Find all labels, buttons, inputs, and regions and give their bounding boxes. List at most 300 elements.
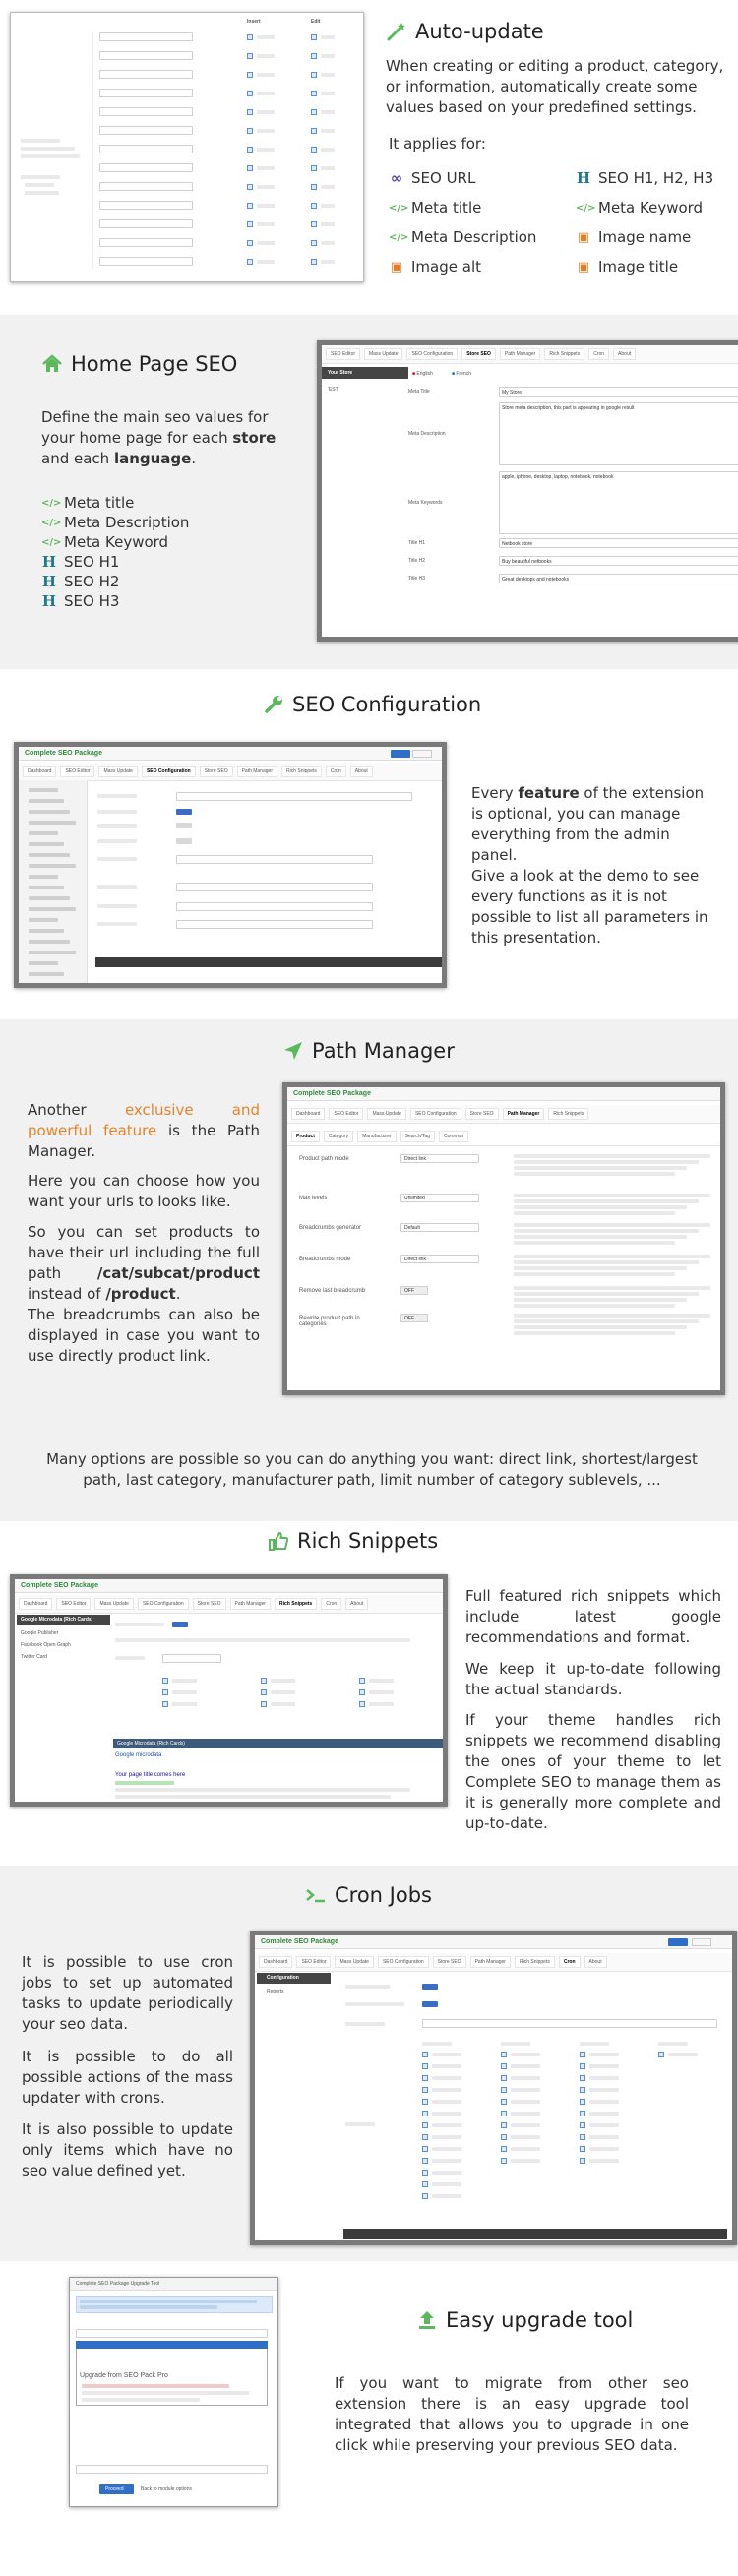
feature-item (576, 163, 713, 193)
cronjobs-title (305, 1883, 432, 1907)
placeholder-line (514, 1229, 699, 1233)
placeholder-line[interactable] (29, 853, 70, 857)
tab: Path Manager (503, 1108, 545, 1120)
option-value: Unlimited (404, 1196, 425, 1201)
checkbox[interactable] (580, 2158, 585, 2164)
tab: SEO Editor (326, 348, 360, 360)
tab: SEO Editor (296, 1956, 331, 1968)
feature-label: SEO H2 (64, 573, 120, 590)
placeholder-line (514, 1255, 710, 1258)
checkbox[interactable] (311, 128, 317, 134)
code-icon: </> (41, 517, 62, 528)
checkbox[interactable] (580, 2146, 585, 2152)
checkbox[interactable] (247, 203, 253, 209)
feature-label: Meta Keyword (598, 199, 704, 216)
placeholder-line (257, 92, 275, 95)
code-icon: </> (389, 202, 409, 214)
placeholder-line (658, 2042, 688, 2046)
richsnippets-title (268, 1529, 438, 1553)
placeholder-line (271, 1690, 295, 1694)
feature-item (389, 163, 536, 193)
upgrade-dialog-title: Complete SEO Package Upgrade Tool (76, 2281, 160, 2287)
input-field[interactable] (99, 182, 193, 191)
tab: Rich Snippets (281, 766, 322, 777)
placeholder-line (514, 1154, 710, 1158)
tab: Store SEO (433, 1956, 466, 1968)
checkbox[interactable] (422, 2146, 428, 2152)
checkbox[interactable] (422, 2052, 428, 2057)
lang-tab-english: ■ English (412, 371, 433, 377)
placeholder-line (321, 166, 335, 170)
placeholder-line (511, 2076, 540, 2080)
placeholder-line (432, 2182, 461, 2186)
terminal-icon (305, 1884, 327, 1906)
feature-item (41, 513, 189, 532)
cronjobs-p1: It is possible to use cron jobs to set up automated tasks to update periodically your seo data. (22, 1953, 233, 2033)
checkbox[interactable] (501, 2111, 507, 2116)
placeholder-line (514, 1298, 687, 1302)
tab: Store SEO (200, 766, 233, 777)
placeholder-line (369, 1679, 394, 1683)
input-field[interactable] (400, 1255, 479, 1263)
placeholder-line (422, 2042, 452, 2046)
text: Every (471, 784, 519, 802)
checkbox[interactable] (422, 2122, 428, 2128)
checkbox[interactable] (247, 184, 253, 190)
placeholder-line (432, 2100, 461, 2104)
tab: About (584, 1956, 607, 1968)
placeholder-line[interactable] (29, 810, 70, 814)
input-field[interactable] (99, 163, 193, 172)
pathmanager-section (0, 1019, 738, 1521)
placeholder-line (97, 857, 137, 861)
pathmanager-footer: Many options are possible so you can do anything you want: direct link, shortest/largest path, last category, manufacturer path, limit number of category sublevels, ... (46, 1450, 698, 1489)
checkbox[interactable] (501, 2158, 507, 2164)
placeholder-line (432, 2171, 461, 2175)
checkbox[interactable] (247, 91, 253, 96)
path-manager-screenshot (282, 1082, 725, 1395)
preview-title: Google microdata (115, 1752, 162, 1758)
placeholder-line (97, 885, 137, 889)
feature-label: Meta title (411, 199, 482, 216)
input-field[interactable] (99, 126, 193, 135)
checkbox[interactable] (247, 259, 253, 265)
placeholder-line[interactable] (29, 864, 76, 868)
placeholder-line (115, 1623, 164, 1626)
checkbox[interactable] (247, 240, 253, 246)
screen-tabs (19, 763, 442, 781)
placeholder-line (514, 1160, 699, 1164)
placeholder-line (321, 260, 335, 264)
placeholder-line (514, 1260, 699, 1264)
pathmanager-p2: Here you can choose how you want your urls to looks like. (28, 1172, 260, 1210)
autoupdate-title (386, 20, 544, 43)
input-field[interactable] (99, 51, 193, 60)
feature-item (41, 552, 189, 572)
placeholder-line (514, 1286, 710, 1290)
tab: Common (439, 1131, 468, 1142)
pathmanager-p4: The breadcrumbs can also be displayed in case you want to use directly product link. (28, 1306, 260, 1365)
autoupdate-list-right (576, 163, 713, 281)
tab: About (613, 348, 636, 360)
checkbox[interactable] (580, 2111, 585, 2116)
tab: SEO Configuration (138, 1598, 189, 1610)
field-label: Meta Title (408, 389, 430, 395)
location-arrow-icon (282, 1040, 304, 1062)
tab: Cron (559, 1956, 581, 1968)
input-field[interactable] (422, 2019, 717, 2028)
placeholder-line (511, 2100, 540, 2104)
checkbox[interactable] (247, 221, 253, 227)
option-value: Default (404, 1225, 420, 1231)
placeholder-line (321, 54, 335, 58)
tab: Mass Update (335, 1956, 373, 1968)
input-field[interactable] (499, 556, 738, 566)
package-logo: Complete SEO Package (25, 750, 102, 757)
tab: SEO Configuration (410, 1108, 461, 1120)
input-field[interactable] (99, 201, 193, 210)
text: is the Path Manager. (28, 1122, 260, 1160)
checkbox[interactable] (311, 240, 317, 246)
input-field[interactable] (400, 1154, 479, 1163)
desc-text: . (191, 450, 197, 467)
placeholder-line (432, 2147, 461, 2151)
tab: About (345, 1598, 368, 1610)
checkbox[interactable] (422, 2087, 428, 2093)
checkbox[interactable] (261, 1701, 267, 1707)
checkbox[interactable] (261, 1689, 267, 1695)
seoconfig-p1 (471, 783, 719, 866)
placeholder-line (97, 810, 137, 814)
field-value: Buy beautiful netbooks (502, 559, 552, 565)
placeholder-line (321, 204, 335, 208)
placeholder-line[interactable] (29, 821, 76, 825)
option-value: OFF (404, 1316, 414, 1321)
input-field[interactable] (99, 257, 193, 266)
tab: Category (324, 1131, 353, 1142)
placeholder-line (97, 922, 137, 926)
placeholder-line (511, 2159, 540, 2163)
toggle-switch[interactable] (172, 1622, 188, 1627)
lang-label: English (416, 371, 433, 377)
checkbox[interactable] (247, 128, 253, 134)
checkbox[interactable] (247, 34, 253, 40)
checkbox[interactable] (311, 53, 317, 59)
input-field[interactable] (99, 89, 193, 97)
checkbox[interactable] (658, 2052, 664, 2057)
feature-label: Image name (598, 228, 692, 246)
placeholder-line (514, 1235, 687, 1239)
placeholder-line[interactable] (29, 842, 64, 846)
placeholder-line (257, 166, 275, 170)
placeholder-line (321, 185, 335, 189)
placeholder-line[interactable] (29, 929, 64, 933)
checkbox[interactable] (261, 1678, 267, 1684)
tab: Search/Tag (400, 1131, 435, 1142)
package-logo: Complete SEO Package (261, 1938, 338, 1945)
field-label: Meta Keywords (408, 500, 443, 506)
placeholder-line (514, 1199, 699, 1203)
tab: Dashboard (19, 1598, 52, 1610)
autoupdate-screenshot: Insert Edit (10, 12, 364, 282)
tab: Rich Snippets (275, 1598, 317, 1610)
feature-item (41, 532, 189, 552)
tab: Rich Snippets (544, 348, 584, 360)
checkbox[interactable] (247, 53, 253, 59)
package-logo: Complete SEO Package (21, 1582, 98, 1589)
input-field[interactable] (176, 920, 373, 929)
desc-text: and each (41, 450, 114, 467)
checkbox[interactable] (311, 91, 317, 96)
option-label: Product path mode (299, 1156, 349, 1162)
preview-header: Google Microdata (Rich Cards) (117, 1741, 185, 1747)
toggle-switch[interactable] (176, 809, 192, 815)
input-field[interactable] (176, 792, 412, 801)
field-value: Netbook store (502, 541, 533, 547)
feature-label: Image title (598, 258, 679, 276)
highlight-text: exclusive and powerful feature (28, 1101, 261, 1139)
option-label: Breadcrumbs generator (299, 1225, 362, 1231)
placeholder-line[interactable] (29, 961, 58, 965)
placeholder-line[interactable] (29, 951, 76, 954)
tab: Mass Update (98, 766, 137, 777)
feature-item (389, 252, 536, 281)
rich-nav-twitter: Twitter Card (21, 1654, 47, 1660)
feature-item (576, 252, 713, 281)
seoconfig-section (0, 669, 738, 1019)
input-field[interactable] (400, 1194, 479, 1202)
toggle-switch[interactable] (422, 2001, 438, 2007)
section-title: Auto-update (415, 20, 544, 43)
back-link[interactable]: Back to module options (141, 2486, 192, 2492)
header-icon: H (41, 592, 57, 610)
homepage-list (41, 493, 189, 611)
cron-screenshot (250, 1931, 737, 2245)
input-field[interactable] (176, 883, 373, 891)
placeholder-line[interactable] (29, 799, 64, 803)
placeholder-line (97, 794, 137, 798)
checkbox[interactable] (501, 2122, 507, 2128)
placeholder-line (514, 1319, 699, 1323)
checkbox[interactable] (311, 259, 317, 265)
input-field[interactable] (499, 402, 738, 465)
checkbox[interactable] (359, 1678, 365, 1684)
field-label: Title H1 (408, 540, 426, 546)
feature-label: Image alt (411, 258, 481, 276)
placeholder-line (271, 1702, 295, 1706)
checkbox[interactable] (501, 2087, 507, 2093)
placeholder-line[interactable] (29, 831, 58, 835)
checkbox[interactable] (422, 2111, 428, 2116)
placeholder-line (321, 73, 335, 77)
checkbox[interactable] (422, 2099, 428, 2105)
placeholder-line (97, 904, 137, 908)
tab: SEO Editor (56, 1598, 91, 1610)
placeholder-line (257, 260, 275, 264)
checkbox[interactable] (359, 1689, 365, 1695)
input-field[interactable] (99, 145, 193, 153)
placeholder-line (257, 204, 275, 208)
checkbox[interactable] (580, 2122, 585, 2128)
field-value: apple, iphone, desktop, laptop, notebook, notebook (502, 474, 614, 480)
checkbox[interactable] (359, 1701, 365, 1707)
checkbox[interactable] (162, 1678, 168, 1684)
placeholder-line (432, 2135, 461, 2139)
upgrade-option: Upgrade from SEO Pack Pro (80, 2372, 168, 2379)
checkbox[interactable] (580, 2087, 585, 2093)
checkbox[interactable] (247, 147, 253, 153)
checkbox[interactable] (422, 2181, 428, 2187)
rich-nav-google: Google Microdata (Rich Cards) (21, 1617, 93, 1623)
tab: Mass Update (367, 1108, 405, 1120)
input-field[interactable] (99, 70, 193, 79)
checkbox[interactable] (311, 165, 317, 171)
placeholder-line (514, 1166, 687, 1170)
feature-item (576, 222, 713, 252)
placeholder-line[interactable] (29, 896, 70, 900)
placeholder-line (321, 129, 335, 133)
placeholder-line (589, 2076, 619, 2080)
placeholder-line (257, 129, 275, 133)
richsnippets-p2: We keep it up-to-date following the actual standards. (465, 1660, 721, 1698)
feature-item (41, 493, 189, 513)
input-field[interactable] (400, 1223, 479, 1232)
input-field[interactable] (176, 855, 373, 864)
rich-nav-facebook: Facebook Open Graph (21, 1642, 71, 1648)
placeholder-line[interactable] (29, 886, 64, 889)
tab: SEO Editor (329, 1108, 363, 1120)
checkbox[interactable] (422, 2170, 428, 2176)
input-field[interactable] (499, 538, 738, 548)
input-field[interactable] (499, 574, 738, 583)
checkbox[interactable] (247, 165, 253, 171)
placeholder-line[interactable] (29, 875, 58, 879)
field-value: My Store (502, 390, 523, 396)
placeholder-line (589, 2100, 619, 2104)
input-field[interactable] (99, 107, 193, 116)
placeholder-line (589, 2064, 619, 2068)
input-field[interactable] (176, 902, 373, 911)
image-icon: ▣ (577, 229, 590, 245)
section-title: Easy upgrade tool (446, 2308, 634, 2332)
homepage-title (41, 352, 237, 376)
toggle-switch[interactable] (422, 1984, 438, 1990)
checkbox[interactable] (501, 2052, 507, 2057)
checkbox[interactable] (422, 2075, 428, 2081)
rich-nav-publisher: Google Publisher (21, 1630, 59, 1636)
placeholder-line (589, 2053, 619, 2056)
checkbox[interactable] (311, 203, 317, 209)
placeholder-line (257, 35, 275, 39)
checkbox[interactable] (311, 147, 317, 153)
feature-item (389, 193, 536, 222)
checkbox[interactable] (247, 72, 253, 78)
checkbox[interactable] (580, 2063, 585, 2069)
checkbox[interactable] (422, 2134, 428, 2140)
text: of the extension is optional, you can manage everything from the admin panel. (471, 784, 705, 864)
desc-bold-language: language (113, 450, 192, 467)
homepage-section (0, 315, 738, 669)
checkbox[interactable] (311, 34, 317, 40)
checkbox[interactable] (422, 2193, 428, 2199)
placeholder-line (321, 92, 335, 95)
checkbox[interactable] (422, 2063, 428, 2069)
checkbox[interactable] (580, 2052, 585, 2057)
rich-snippets-screenshot (10, 1574, 448, 1807)
tab: SEO Configuration (142, 766, 196, 777)
checkbox[interactable] (311, 221, 317, 227)
tab: Mass Update (364, 348, 402, 360)
feature-item (576, 193, 713, 222)
input-field[interactable] (99, 32, 193, 41)
checkbox[interactable] (501, 2134, 507, 2140)
checkbox[interactable] (247, 109, 253, 115)
input-field[interactable] (400, 1286, 428, 1295)
placeholder-line (589, 2112, 619, 2116)
home-icon (41, 353, 63, 375)
checkbox[interactable] (580, 2075, 585, 2081)
checkbox[interactable] (501, 2063, 507, 2069)
placeholder-line (501, 2042, 530, 2046)
link-icon: ∞ (390, 169, 403, 187)
checkbox[interactable] (501, 2075, 507, 2081)
text: Another (28, 1101, 125, 1119)
placeholder-line[interactable] (29, 907, 76, 911)
placeholder-line (432, 2088, 461, 2092)
toggle-switch[interactable] (176, 823, 192, 828)
tab: Store SEO (193, 1598, 226, 1610)
tab: SEO Configuration (378, 1956, 429, 1968)
option-label: Rewrite product path in categories (299, 1316, 360, 1327)
placeholder-line[interactable] (29, 940, 70, 944)
checkbox[interactable] (311, 72, 317, 78)
option-label: Remove last breadcrumb (299, 1288, 366, 1294)
input-field[interactable] (162, 1654, 221, 1663)
tab: Path Manager (500, 348, 540, 360)
tab: Path Manager (470, 1956, 511, 1968)
checkbox[interactable] (422, 2158, 428, 2164)
checkbox[interactable] (311, 109, 317, 115)
upgrade-description: If you want to migrate from other seo extension there is an easy upgrade tool integrated that allows you to upgrade in one click while preserving your previous SEO data. (335, 2374, 689, 2454)
input-field[interactable] (99, 238, 193, 247)
input-field[interactable] (400, 1314, 428, 1322)
feature-label: Meta Description (64, 514, 190, 531)
input-field[interactable] (499, 471, 738, 534)
checkbox[interactable] (162, 1701, 168, 1707)
snippet-title: Your page title comes here (115, 1772, 186, 1778)
input-field[interactable] (99, 219, 193, 228)
checkbox[interactable] (580, 2134, 585, 2140)
checkbox[interactable] (311, 184, 317, 190)
placeholder-line[interactable] (29, 972, 64, 976)
seoconfig-title (263, 693, 481, 716)
richsnippets-p3: If your theme handles rich snippets we recommend disabling the ones of your theme to let Complete SEO to manage them as it is generally more complete and up-to-date. (465, 1711, 721, 1832)
bold-path: /product (105, 1285, 176, 1303)
checkbox[interactable] (501, 2146, 507, 2152)
checkbox[interactable] (580, 2099, 585, 2105)
checkbox[interactable] (501, 2099, 507, 2105)
applies-label: It applies for: (389, 135, 486, 153)
checkbox[interactable] (162, 1689, 168, 1695)
input-field[interactable] (499, 387, 738, 397)
tab: Cron (321, 1598, 341, 1610)
text: . (175, 1285, 181, 1303)
placeholder-line (580, 2042, 609, 2046)
placeholder-line[interactable] (29, 788, 58, 792)
toggle-switch[interactable] (176, 838, 192, 844)
placeholder-line (257, 241, 275, 245)
placeholder-line[interactable] (29, 918, 58, 922)
